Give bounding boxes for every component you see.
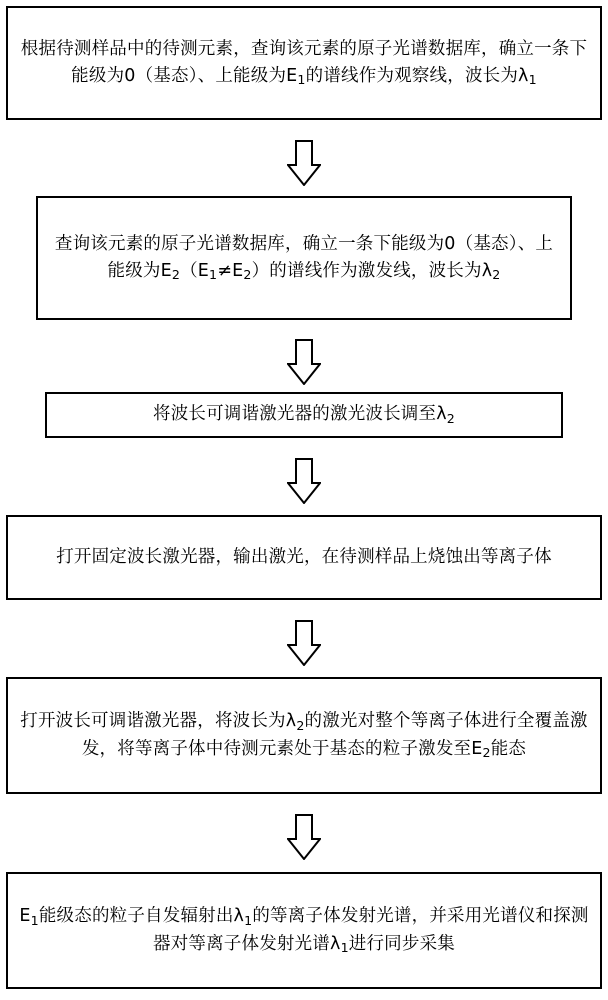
flow-node-step5-text: 打开波长可调谐激光器，将波长为$\lambda_2$的激光对整个等离子体进行全覆盖激发，将等离子体中待测元素处于基态的粒子激发至$E_2$能态 xyxy=(20,711,588,760)
flow-node-step5 xyxy=(6,677,602,794)
flow-node-step4-text: 打开固定波长激光器，输出激光，在待测样品上烧蚀出等离子体 xyxy=(56,546,552,567)
flow-node-step1 xyxy=(6,6,602,120)
flow-node-step6 xyxy=(6,872,602,989)
flow-node-step2-text: 查询该元素的原子光谱数据库，确立一条下能级为0（基态）、上能级为$E_2(E_1\ne E_2)$的谱线作为激发线，波长为$\lambda_2$ xyxy=(54,233,554,283)
flow-node-step3 xyxy=(45,392,563,438)
flow-arrow-1 xyxy=(287,140,321,186)
flow-arrow-3 xyxy=(287,458,321,504)
flow-node-step3-text: 将波长可调谐激光器的激光波长调至$\lambda_2$ xyxy=(153,404,455,426)
flow-arrow-4 xyxy=(287,620,321,666)
flow-arrow-2 xyxy=(287,339,321,385)
flow-arrow-5 xyxy=(287,814,321,860)
flow-node-step2 xyxy=(36,196,572,320)
flow-node-step6-text: $E_1$能级态的粒子自发辐射出$\lambda_1$的等离子体发射光谱，并采用光谱仪和探测器对等离子体发射光谱$\lambda_1$进行同步采集 xyxy=(19,906,589,955)
flow-node-step4 xyxy=(6,515,602,600)
flow-node-step1-text: 根据待测样品中的待测元素，查询该元素的原子光谱数据库，确立一条下能级为0（基态）、上能级为$E_1$的谱线作为观察线，波长为$\lambda_1$ xyxy=(20,38,588,88)
